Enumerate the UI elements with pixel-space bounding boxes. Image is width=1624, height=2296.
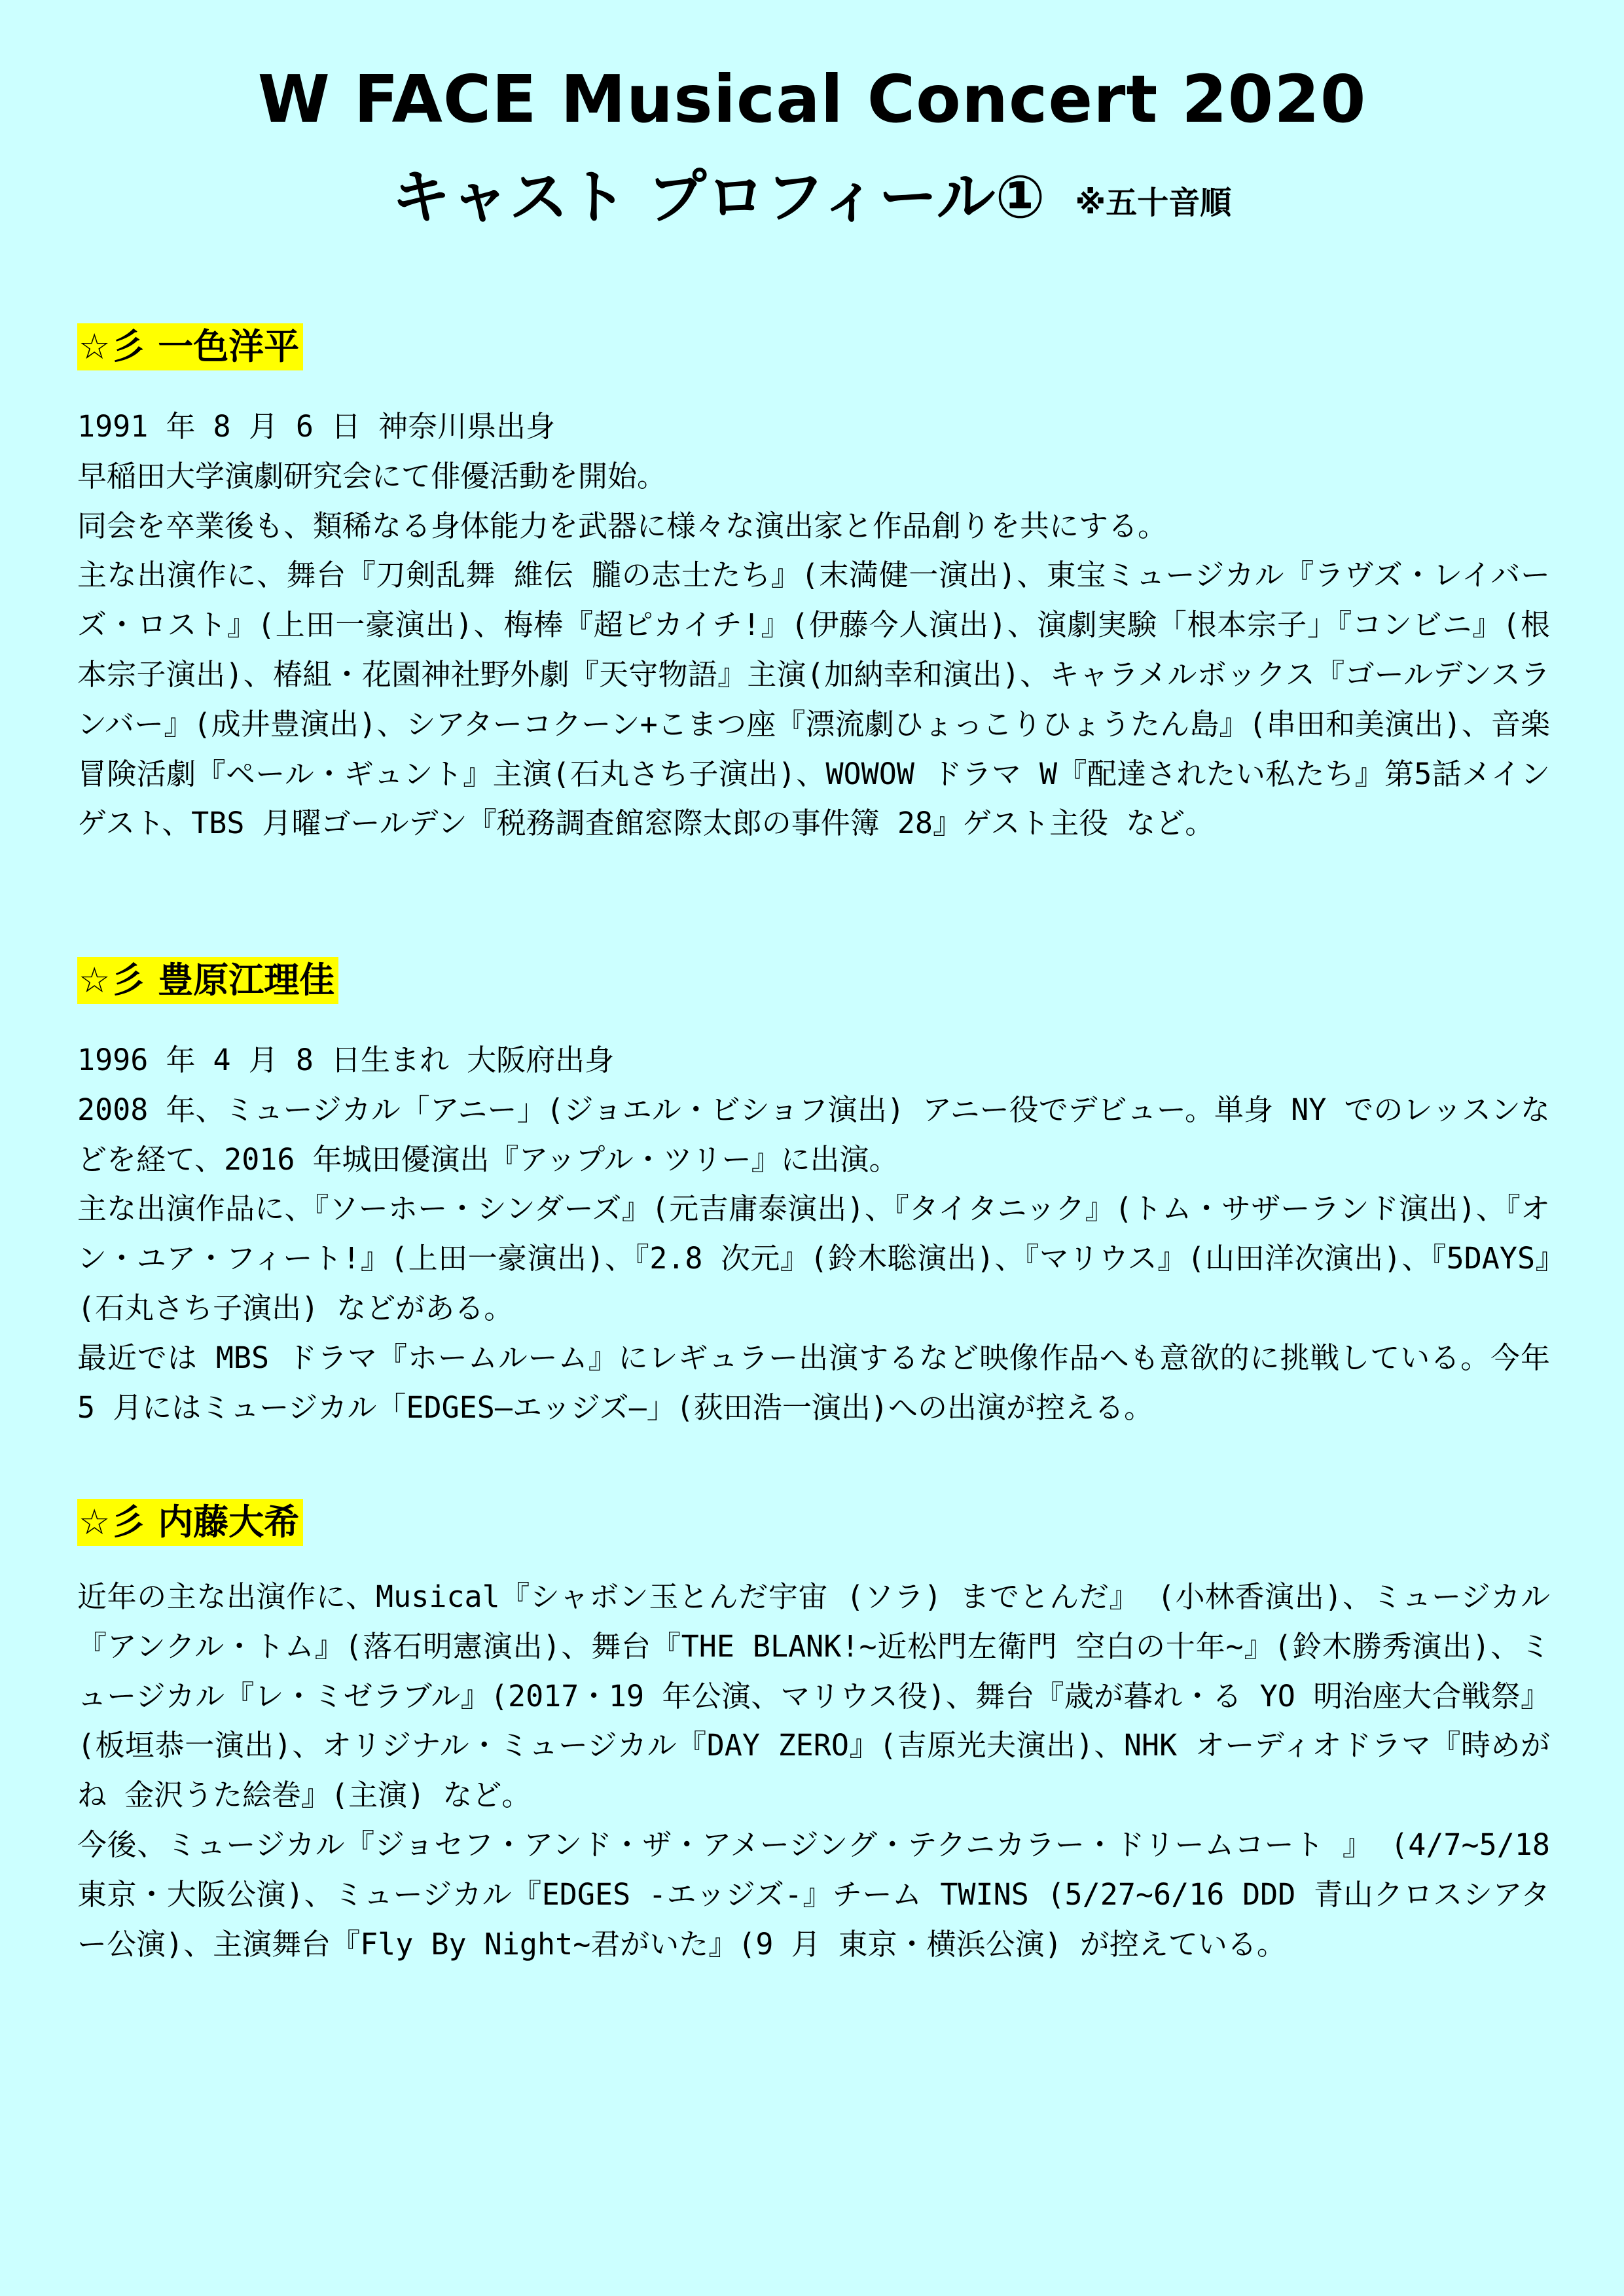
cast-profile-toyohara (77, 957, 1550, 1432)
cast-name: ☆彡 豊原江理佳 (77, 957, 338, 1004)
cast-bio (77, 402, 1550, 848)
page-subtitle (391, 152, 1231, 249)
cast-profile-isshiki (77, 323, 1550, 848)
bio-paragraph: 最近では MBS ドラマ『ホームルーム』にレギュラー出演するなど映像作品へも意欲的に挑戦している。今年 5 月にはミュージカル「EDGES―エッジズ―」(荻田浩一演出)への出演が控える。 (77, 1340, 1550, 1425)
cast-name: ☆彡 一色洋平 (77, 323, 303, 370)
bio-paragraph: 主な出演作に、舞台『刀剣乱舞 維伝 朧の志士たち』(末満健一演出)、東宝ミュージカル『ラヴズ・レイバーズ・ロスト』(上田一豪演出)、梅棒『超ピカイチ!』(伊藤今人演出)、演劇実験「根本宗子」『コンビニ』(根本宗子演出)、椿組・花園神社野外劇『天守物語』主演(加納幸和演出)、キャラメルボックス『ゴールデンスランバー』(成井豊演出)、シアターコクーン+こまつ座『漂流劇ひょっこりひょうたん島』(串田和美演出)、音楽冒険活劇『ペール・ギュント』主演(石丸さち子演出)、WOWOW ドラマ W『配達されたい私たち』第5話メインゲスト、TBS 月曜ゴールデン『税務調査館窓際太郎の事件簿 28』ゲスト主役 など。 (77, 558, 1550, 841)
subtitle-text: キャスト プロフィール① (391, 163, 1045, 232)
bio-paragraph: 同会を卒業後も、類稀なる身体能力を武器に様々な演出家と作品創りを共にする。 (77, 508, 1168, 543)
bio-paragraph: 2008 年、ミュージカル「アニー」(ジョエル・ビショフ演出) アニー役でデビュー。単身 NY でのレッスンなどを経て、2016 年城田優演出『アップル・ツリー』に出演。 (77, 1092, 1550, 1177)
cast-bio (77, 1572, 1550, 1969)
bio-paragraph: 1991 年 8 月 6 日 神奈川県出身 (77, 409, 556, 444)
cast-name: ☆彡 内藤大希 (77, 1499, 303, 1546)
bio-paragraph: 1996 年 4 月 8 日生まれ 大阪府出身 (77, 1043, 615, 1077)
bio-paragraph: 早稲田大学演劇研究会にて俳優活動を開始。 (77, 458, 667, 493)
bio-paragraph: 近年の主な出演作に、Musical『シャボン玉とんだ宇宙 (ソラ) までとんだ』 (小林香演出)、ミュージカル『アンクル・トム』(落石明憲演出)、舞台『THE BLANK!~近松門左衛門 空白の十年~』(鈴木勝秀演出)、ミュージカル『レ・ミゼラブル』(2017・19 年公演、マリウス役)、舞台『歳が暮れ・る YO 明治座大合戦祭』(板垣恭一演出)、オリジナル・ミュージカル『DAY ZERO』(吉原光夫演出)、NHK オーディオドラマ『時めがね 金沢うた絵巻』(主演) など。 (77, 1579, 1550, 1813)
cast-bio (77, 1035, 1550, 1432)
bio-paragraph: 今後、ミュージカル『ジョセフ・アンド・ザ・アメージング・テクニカラー・ドリームコート 』 (4/7~5/18 東京・大阪公演)、ミュージカル『EDGES -エッジズ-』チーム TWINS (5/27~6/16 DDD 青山クロスシアター公演)、主演舞台『Fly By Night~君がいた』(9 月 東京・横浜公演) が控えている。 (77, 1827, 1550, 1962)
order-note: ※五十音順 (1075, 185, 1232, 221)
cast-profile-naito (77, 1499, 1550, 1969)
bio-paragraph: 主な出演作品に、『ソーホー・シンダーズ』(元吉庸泰演出)、『タイタニック』(トム・サザーランド演出)、『オン・ユア・フィート!』(上田一豪演出)、『2.8 次元』(鈴木聡演出)、『マリウス』(山田洋次演出)、『5DAYS』(石丸さち子演出) などがある。 (77, 1191, 1550, 1325)
page-title: W FACE Musical Concert 2020 (257, 61, 1367, 137)
